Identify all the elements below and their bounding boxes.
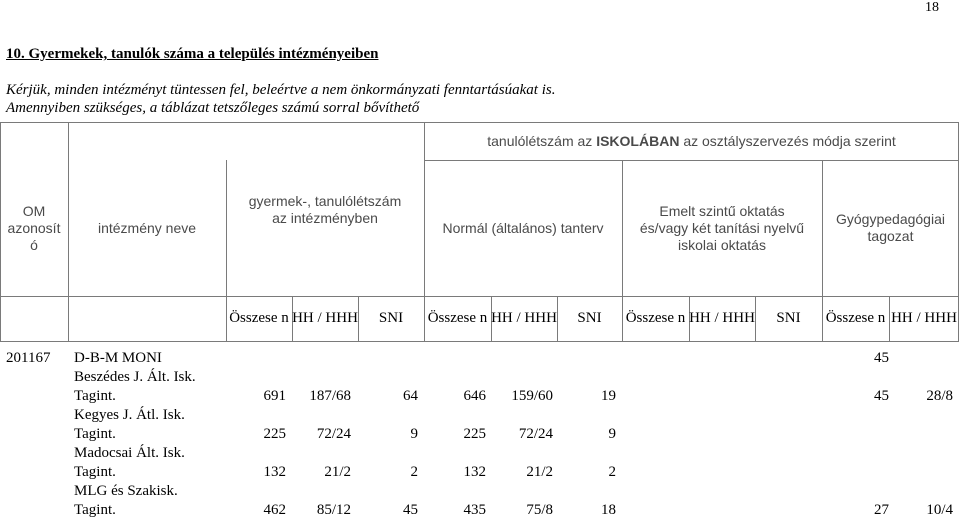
normal-sni-cell: 2 — [608, 464, 616, 480]
normal-hh-cell: 72/24 — [518, 426, 553, 442]
special-education-header: Gyógypedagógiai tagozat — [836, 211, 945, 244]
subheader-total: Összese n — [625, 310, 686, 326]
normal-total-cell: 646 — [463, 388, 486, 404]
institution-name-cell-2: Tagint. — [74, 388, 116, 404]
sni-cell: 64 — [403, 388, 418, 404]
normal-sni-cell: 9 — [608, 426, 616, 442]
special-total-cell: 45 — [874, 350, 889, 366]
normal-curriculum-header: Normál (általános) tanterv — [442, 219, 604, 236]
hh-cell: 72/24 — [316, 426, 351, 442]
school-banner: tanulólétszám az ISKOLÁBAN az osztályszervezés módja szerint — [487, 132, 896, 149]
page-number: 18 — [925, 0, 939, 15]
total-cell: 462 — [263, 502, 286, 518]
total-cell: 132 — [263, 464, 286, 480]
institution-name-cell-2: Tagint. — [74, 426, 116, 442]
subheader-hh: HH / HHH — [292, 310, 358, 326]
special-hh-cell: 28/8 — [926, 388, 953, 404]
special-hh-cell: 10/4 — [926, 502, 953, 518]
hh-cell: 187/68 — [309, 388, 351, 404]
om-id-cell: 201167 — [6, 350, 51, 366]
institution-name-header: intézmény neve — [97, 219, 197, 236]
subheader-sni: SNI — [577, 310, 602, 326]
subheader-total: Összese n — [229, 310, 289, 326]
section-title: 10. Gyermekek, tanulók száma a település intézményeiben — [6, 46, 379, 62]
normal-hh-cell: 159/60 — [511, 388, 553, 404]
institution-name-cell-2: Tagint. — [74, 502, 116, 518]
normal-sni-cell: 19 — [601, 388, 616, 404]
normal-sni-cell: 18 — [601, 502, 616, 518]
subheader-sni: SNI — [378, 310, 404, 326]
hh-cell: 85/12 — [316, 502, 351, 518]
institution-name-cell: Kegyes J. Átl. Isk. — [74, 407, 185, 423]
normal-total-cell: 435 — [463, 502, 486, 518]
institution-name-cell: D-B-M MONI — [74, 350, 162, 366]
institution-name-cell-2: Tagint. — [74, 464, 116, 480]
institution-name-cell: Beszédes J. Ált. Isk. — [74, 369, 196, 385]
institution-name-cell: MLG és Szakisk. — [74, 483, 178, 499]
normal-hh-cell: 21/2 — [526, 464, 553, 480]
normal-total-cell: 132 — [463, 464, 486, 480]
total-cell: 225 — [263, 426, 286, 442]
total-cell: 691 — [263, 388, 286, 404]
normal-total-cell: 225 — [463, 426, 486, 442]
subheader-hh: HH / HHH — [689, 310, 755, 326]
institution-name-cell: Madocsai Ált. Isk. — [74, 445, 185, 461]
sni-cell: 2 — [410, 464, 418, 480]
special-total-cell: 45 — [874, 388, 889, 404]
sni-cell: 9 — [410, 426, 418, 442]
intro-line-2: Amennyiben szükséges, a táblázat tetszőleges számú sorral bővíthető — [6, 100, 420, 116]
advanced-education-header: Emelt szintű oktatás és/vagy két tanítási nyelvű iskolai oktatás — [639, 202, 805, 253]
normal-hh-cell: 75/8 — [526, 502, 553, 518]
special-total-cell: 27 — [874, 502, 889, 518]
sni-cell: 45 — [403, 502, 418, 518]
children-count-header: gyermek-, tanulólétszám az intézményben — [248, 193, 402, 226]
subheader-hh: HH / HHH — [491, 310, 557, 326]
om-id-header: OM azonosít ó — [7, 202, 61, 253]
hh-cell: 21/2 — [324, 464, 351, 480]
subheader-hh: HH / HHH — [891, 310, 957, 326]
subheader-total: Összese n — [825, 310, 886, 326]
intro-line-1: Kérjük, minden intézményt tüntessen fel, beleértve a nem önkormányzati fenntartásúakat is. — [6, 82, 556, 98]
subheader-total: Összese n — [427, 310, 488, 326]
subheader-sni: SNI — [776, 310, 801, 326]
